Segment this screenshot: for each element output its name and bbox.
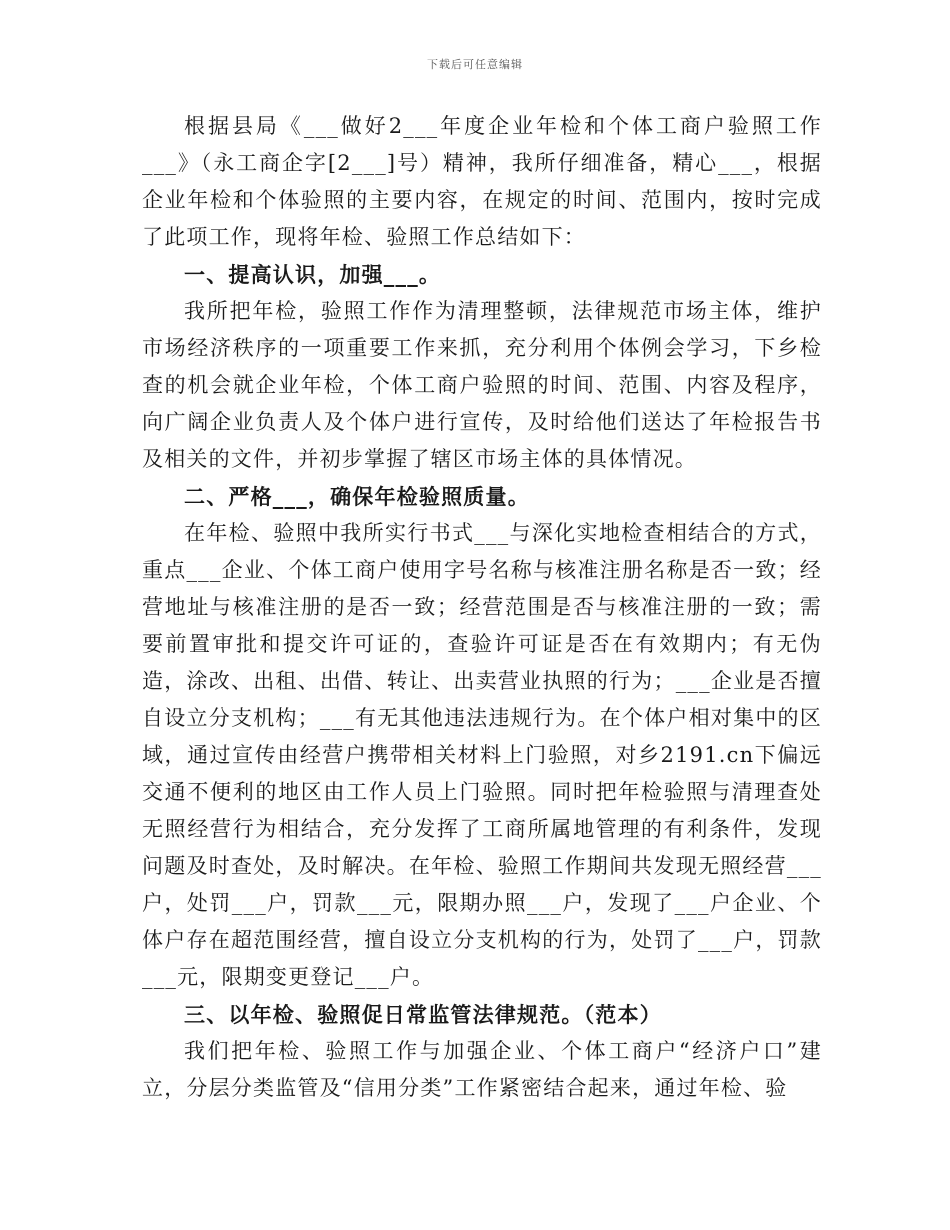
section-2-paragraph: 在年检、验照中我所实行书式___与深化实地检查相结合的方式，重点___企业、个体工商户使用字号名称与核准注册名称是否一致；经营地址与核准注册的是否一致；经营范围是否与核准注册的一致；需要前置审批和提交许可证的，查验许可证是否在有效期内；有无伪造，涂改、出租、出借、转让、出卖营业执照的行为；___企业是否擅自设立分支机构；___有无其他违法违规行为。在个体户相对集中的区域，通过宣传由经营户携带相关材料上门验照，对乡2191.cn下偏远交通不便利的地区由工作人员上门验照。同时把年检验照与清理查处无照经营行为相结合，充分发挥了工商所属地管理的有利条件，发现问题及时查处，及时解决。在年检、验照工作期间共发现无照经营___户，处罚___户，罚款___元，限期办照___户，发现了___户企业、个体户存在超范围经营，擅自设立分支机构的行为，处罚了___户，罚款___元，限期变更登记___户。 xyxy=(142,521,822,989)
download-note: 下载后可任意编辑 xyxy=(427,58,523,71)
section-3-heading: 三、以年检、验照促日常监管法律规范。（范本） xyxy=(184,1002,662,1027)
section-1-heading: 一、提高认识，加强___。 xyxy=(184,262,442,287)
document-body xyxy=(142,108,822,1107)
section-2-heading: 二、严格___，确保年检验照质量。 xyxy=(184,484,530,509)
section-3-paragraph: 我们把年检、验照工作与加强企业、个体工商户“经济户口”建立，分层分类监管及“信用分类”工作紧密结合起来，通过年检、验 xyxy=(142,1039,822,1100)
section-1-paragraph: 我所把年检，验照工作作为清理整顿，法律规范市场主体，维护市场经济秩序的一项重要工作来抓，充分利用个体例会学习，下乡检查的机会就企业年检，个体工商户验照的时间、范围、内容及程序，向广阔企业负责人及个体户进行宣传，及时给他们送达了年检报告书及相关的文件，并初步掌握了辖区市场主体的具体情况。 xyxy=(142,299,822,471)
intro-paragraph: 根据县局《___做好2___年度企业年检和个体工商户验照工作___》（永工商企字[2___]号）精神，我所仔细准备，精心___，根据企业年检和个体验照的主要内容，在规定的时间、范围内，按时完成了此项工作，现将年检、验照工作总结如下： xyxy=(142,114,822,249)
